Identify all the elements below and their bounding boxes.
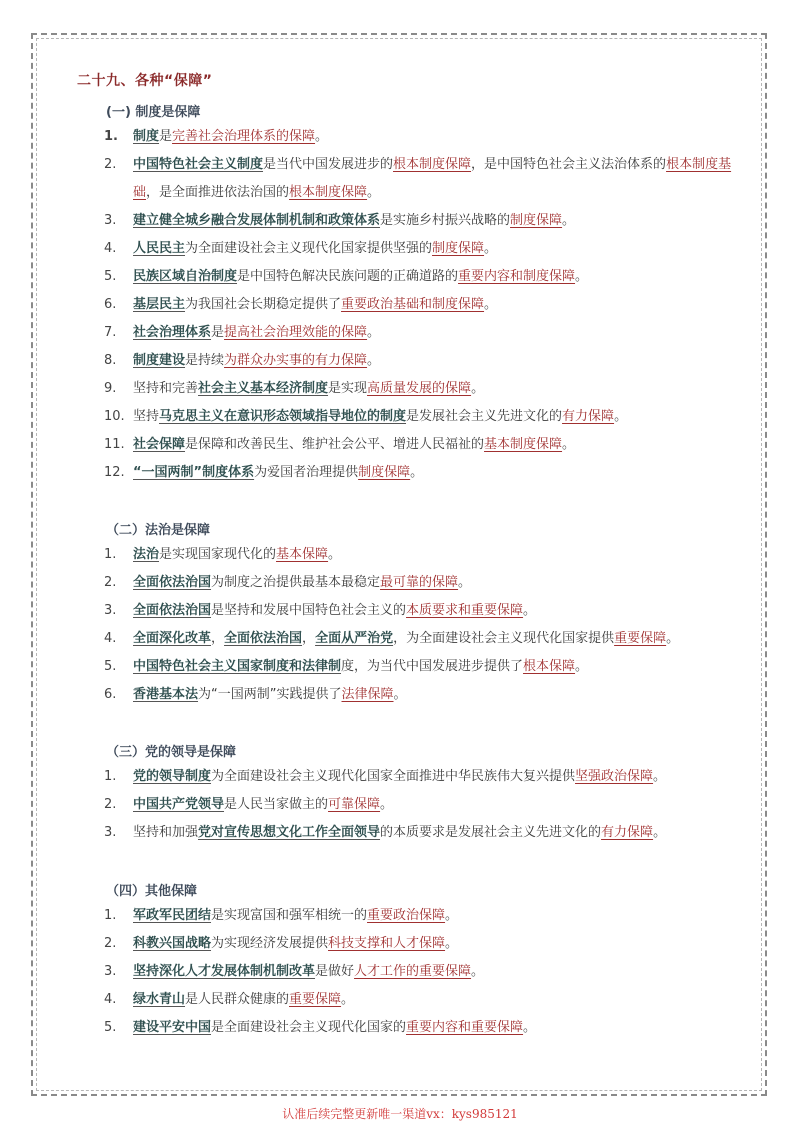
list-item: 4. 全面深化改革，全面依法治国，全面从严治党，为全面建设社会主义现代化国家提供重要保障。 [104, 625, 744, 653]
list-item: 5. 建设平安中国是全面建设社会主义现代化国家的重要内容和重要保障。 [104, 1014, 744, 1042]
list-item: 1. 军政军民团结是实现富国和强军相统一的重要政治保障。 [104, 902, 744, 930]
list-item: 3. 坚持和加强党对宣传思想文化工作全面领导的本质要求是发展社会主义先进文化的有力保障。 [104, 819, 744, 847]
item-number: 4. [104, 631, 117, 646]
list-item: 5. 中国特色社会主义国家制度和法律制度，为当代中国发展进步提供了根本保障。 [104, 653, 744, 681]
list-item: 4. 人民民主为全面建设社会主义现代化国家提供坚强的制度保障。 [104, 235, 744, 263]
list-item: 1. 制度是完善社会治理体系的保障。 [104, 123, 744, 151]
list-item: 10. 坚持马克思主义在意识形态领域指导地位的制度是发展社会主义先进文化的有力保障。 [104, 403, 744, 431]
item-number: 4. [104, 992, 117, 1007]
item-number: 2. [104, 575, 117, 590]
list-item: 3. 建立健全城乡融合发展体制机制和政策体系是实施乡村振兴战略的制度保障。 [104, 207, 744, 235]
list-item: 1. 党的领导制度为全面建设社会主义现代化国家全面推进中华民族伟大复兴提供坚强政治保障。 [104, 763, 744, 791]
item-number: 5. [104, 659, 117, 674]
section-heading-party-leadership: （三）党的领导是保障 [106, 745, 237, 760]
item-number: 1. [104, 769, 117, 784]
item-number: 7. [104, 325, 117, 340]
item-number: 1. [104, 129, 118, 144]
list-item: 2. 中国特色社会主义制度是当代中国发展进步的根本制度保障，是中国特色社会主义法治体系的根本制度基础，是全面推进依法治国的根本制度保障。 [104, 151, 744, 207]
list-item: 6. 香港基本法为“一国两制”实践提供了法律保障。 [104, 681, 744, 709]
item-number: 3. [104, 603, 117, 618]
list-item: 2. 全面依法治国为制度之治提供最基本最稳定最可靠的保障。 [104, 569, 744, 597]
list-item: 3. 全面依法治国是坚持和发展中国特色社会主义的本质要求和重要保障。 [104, 597, 744, 625]
item-number: 10. [104, 409, 125, 424]
list-item: 2. 中国共产党领导是人民当家做主的可靠保障。 [104, 791, 744, 819]
item-number: 4. [104, 241, 117, 256]
footer-notice: 认准后续完整更新唯一渠道vx：kys985121 [282, 1107, 518, 1121]
list-item: 4. 绿水青山是人民群众健康的重要保障。 [104, 986, 744, 1014]
list-item: 8. 制度建设是持续为群众办实事的有力保障。 [104, 347, 744, 375]
item-number: 6. [104, 297, 117, 312]
list-item: 12. “一国两制”制度体系为爱国者治理提供制度保障。 [104, 459, 744, 487]
item-number: 11. [104, 437, 125, 452]
list-item: 5. 民族区域自治制度是中国特色解决民族问题的正确道路的重要内容和制度保障。 [104, 263, 744, 291]
item-number: 2. [104, 157, 117, 172]
section-heading-rule-of-law: （二）法治是保障 [106, 523, 211, 538]
list-item: 1. 法治是实现国家现代化的基本保障。 [104, 541, 744, 569]
list-item: 3. 坚持深化人才发展体制机制改革是做好人才工作的重要保障。 [104, 958, 744, 986]
item-number: 2. [104, 797, 117, 812]
item-number: 6. [104, 687, 117, 702]
list-item: 2. 科教兴国战略为实现经济发展提供科技支撑和人才保障。 [104, 930, 744, 958]
item-number: 5. [104, 269, 117, 284]
item-number: 8. [104, 353, 117, 368]
item-number: 5. [104, 1020, 117, 1035]
section-heading-institution: (一) 制度是保障 [106, 105, 201, 120]
item-number: 1. [104, 547, 117, 562]
section-heading-other: （四）其他保障 [106, 884, 198, 899]
item-number: 2. [104, 936, 117, 951]
list-item: 9. 坚持和完善社会主义基本经济制度是实现高质量发展的保障。 [104, 375, 744, 403]
item-number: 3. [104, 964, 117, 979]
item-number: 12. [104, 465, 125, 480]
list-item: 7. 社会治理体系是提高社会治理效能的保障。 [104, 319, 744, 347]
list-item: 11. 社会保障是保障和改善民生、维护社会公平、增进人民福祉的基本制度保障。 [104, 431, 744, 459]
item-number: 1. [104, 908, 117, 923]
item-number: 3. [104, 213, 117, 228]
item-number: 9. [104, 381, 117, 396]
list-item: 6. 基层民主为我国社会长期稳定提供了重要政治基础和制度保障。 [104, 291, 744, 319]
item-number: 3. [104, 825, 117, 840]
page-title: 二十九、各种“保障” [77, 73, 213, 89]
